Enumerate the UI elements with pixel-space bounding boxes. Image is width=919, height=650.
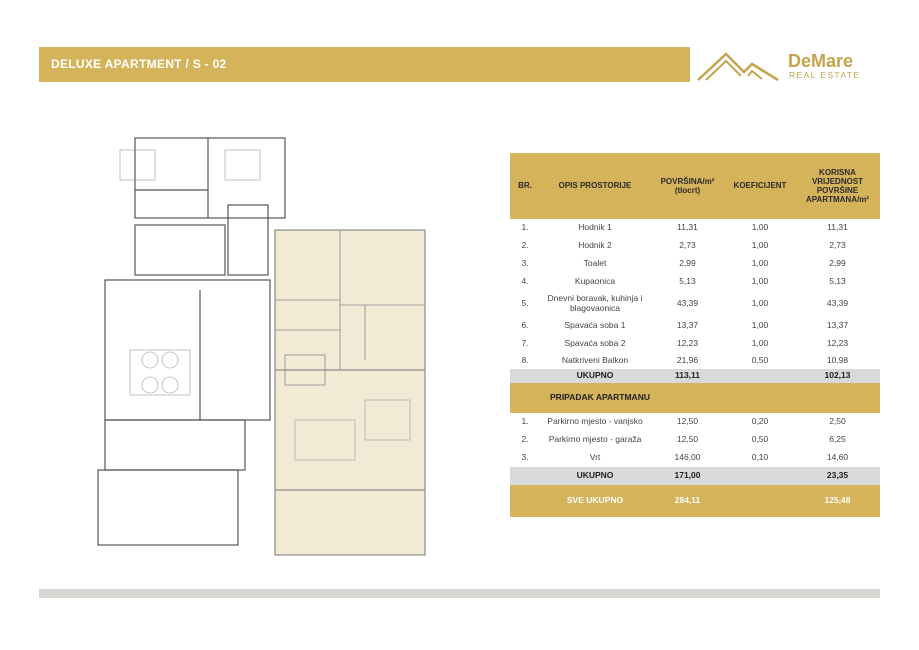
cell-br: 6.	[521, 320, 529, 331]
cell-kor: 2,73	[829, 240, 846, 251]
cell-kor: 12,23	[826, 338, 849, 349]
cell-opis: Hodnik 2	[578, 240, 612, 251]
table-row	[510, 317, 880, 335]
cell-opis: Dnevni boravak, kuhinja i blagovaonica	[547, 293, 643, 313]
floor-plan-drawing	[90, 130, 440, 570]
cell-kor: 6,25	[829, 434, 846, 445]
house-roof-logo-icon	[692, 46, 784, 84]
cell-pov: 12,50	[676, 434, 699, 445]
total-label: UKUPNO	[576, 370, 614, 381]
table-row	[510, 273, 880, 291]
cell-koef: 0,50	[751, 355, 769, 366]
header-koeficijent: KOEFICIJENT	[733, 181, 787, 191]
logo-name: DeMare	[788, 51, 854, 71]
cell-koef: 1,00	[751, 222, 769, 233]
cell-koef: 1,00	[751, 240, 769, 251]
cell-kor: 43,39	[826, 298, 849, 309]
table-row	[510, 255, 880, 273]
cell-kor: 10,98	[826, 355, 849, 366]
cell-koef: 0,20	[751, 416, 769, 427]
total-row-extras	[510, 467, 880, 485]
cell-koef: 1,00	[751, 338, 769, 349]
header-br: BR.	[518, 181, 532, 191]
cell-kor: 14,60	[826, 452, 849, 463]
logo	[690, 46, 880, 84]
cell-koef: 0,10	[751, 452, 769, 463]
cell-koef: 1,00	[751, 276, 769, 287]
total-pov: 171,00	[674, 470, 701, 481]
cell-koef: 1,00	[751, 320, 769, 331]
cell-pov: 43,39	[676, 298, 699, 309]
cell-pov: 5,13	[679, 276, 696, 287]
total-kor: 102,13	[824, 370, 851, 381]
table-header	[510, 153, 880, 219]
cell-pov: 146,00	[674, 452, 701, 463]
grand-total-kor: 125,48	[824, 495, 851, 506]
cell-opis: Spavaća soba 2	[564, 338, 626, 349]
cell-kor: 5,13	[829, 276, 846, 287]
header-korisna: KORISNA VRIJEDNOST POVRŠINE APARTMANA/m²	[806, 167, 869, 205]
header-opis: OPIS PROSTORIJE	[558, 181, 632, 191]
cell-kor: 11,31	[827, 222, 848, 233]
cell-br: 1.	[521, 416, 529, 427]
cell-pov: 13,37	[676, 320, 699, 331]
cell-pov: 12,23	[676, 338, 699, 349]
cell-kor: 2,99	[829, 258, 846, 269]
table-row	[510, 237, 880, 255]
cell-opis: Toalet	[583, 258, 607, 269]
cell-br: 7.	[521, 338, 529, 349]
cell-kor: 13,37	[826, 320, 849, 331]
cell-pov: 21,96	[676, 355, 699, 366]
cell-pov: 2,99	[679, 258, 696, 269]
cell-opis: Parkirno mjesto - vanjsko	[547, 416, 643, 427]
table-row	[510, 291, 880, 317]
cell-pov: 11,31	[677, 222, 698, 233]
cell-opis: Vrt	[589, 452, 601, 463]
table-row	[510, 335, 880, 353]
section-row	[510, 383, 880, 413]
cell-br: 2.	[521, 240, 529, 251]
title-bar	[39, 47, 880, 82]
cell-pov: 12,50	[676, 416, 699, 427]
total-label: UKUPNO	[576, 470, 614, 481]
cell-br: 2.	[521, 434, 529, 445]
cell-koef: 0,50	[751, 434, 769, 445]
page-title: DELUXE APARTMENT / S - 02	[51, 57, 227, 71]
grand-total-row	[510, 485, 880, 517]
cell-br: 5.	[521, 298, 529, 309]
cell-koef: 1,00	[751, 258, 769, 269]
header-povrsina: POVRŠINA/m² (tlocrt)	[660, 176, 715, 195]
cell-pov: 2,73	[679, 240, 696, 251]
cell-kor: 2,50	[829, 416, 846, 427]
cell-opis: Kupaonica	[574, 276, 616, 287]
table-row	[510, 219, 880, 237]
cell-opis: Spavaća soba 1	[564, 320, 626, 331]
section-label: PRIPADAK APARTMANU	[550, 392, 650, 403]
cell-br: 4.	[521, 276, 529, 287]
table-row	[510, 413, 880, 431]
grand-total-pov: 284,11	[674, 495, 701, 506]
total-kor: 23,35	[826, 470, 849, 481]
cell-br: 1.	[521, 222, 529, 233]
cell-br: 8.	[521, 355, 529, 366]
cell-opis: Hodnik 1	[578, 222, 612, 233]
cell-koef: 1,00	[751, 298, 769, 309]
cell-opis: Parkirno mjesto - garaža	[548, 434, 642, 445]
cell-br: 3.	[521, 258, 529, 269]
table-row	[510, 353, 880, 369]
footer-bar	[39, 589, 880, 598]
total-row-apartment	[510, 369, 880, 383]
cell-br: 3.	[521, 452, 529, 463]
total-pov: 113,11	[674, 370, 701, 381]
logo-subtitle: REAL ESTATE	[789, 70, 861, 80]
cell-opis: Natkriveni Balkon	[561, 355, 629, 366]
table-row	[510, 431, 880, 449]
grand-total-label: SVE UKUPNO	[566, 495, 624, 506]
table-row	[510, 449, 880, 467]
